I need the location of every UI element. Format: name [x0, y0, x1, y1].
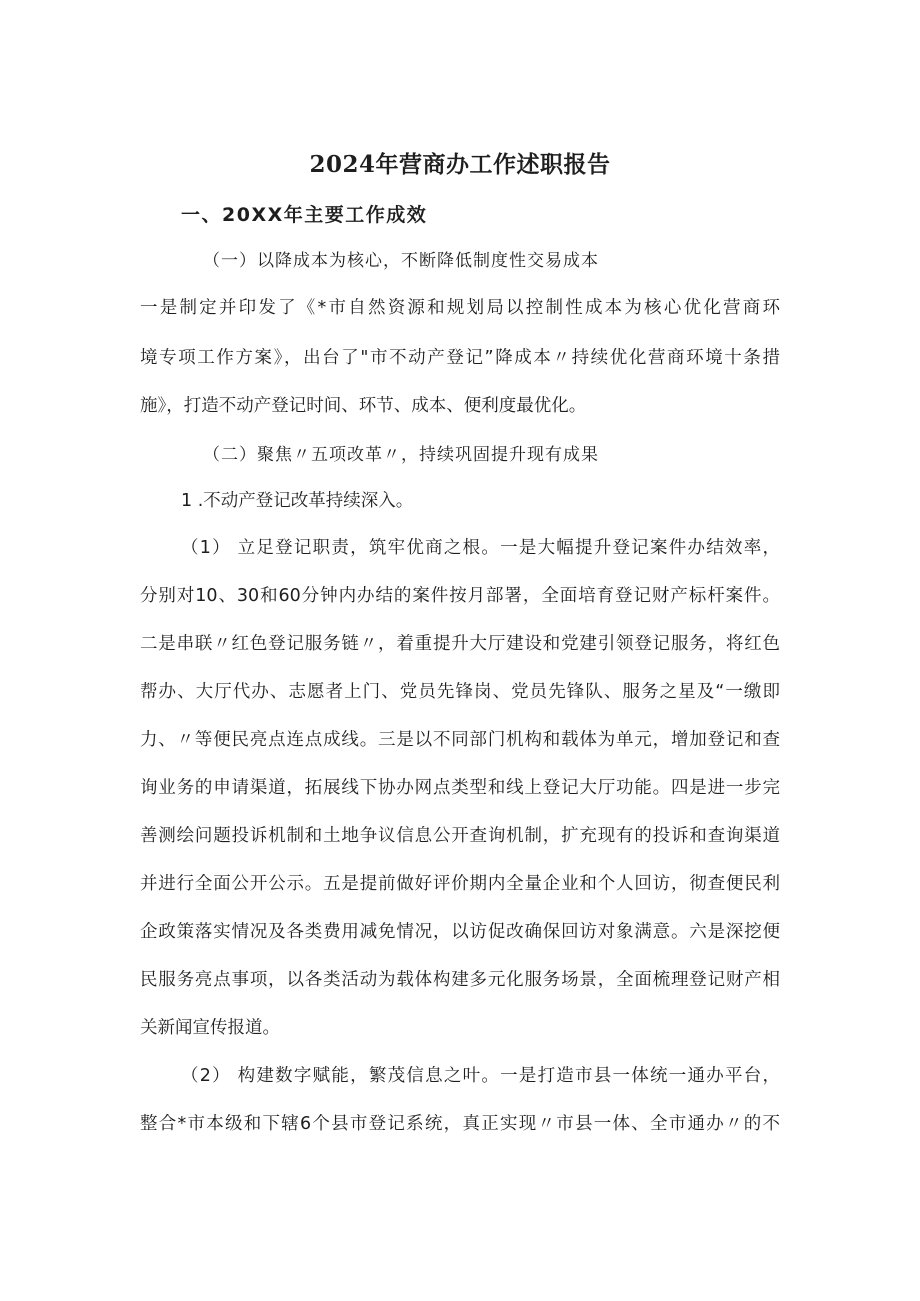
document-title: 2024年营商办工作述职报告 — [309, 151, 611, 178]
subsection-heading: （二）聚焦〃五项改革〃，持续巩固提升现有成果 — [203, 445, 599, 465]
paragraph-line: （2） 构建数字赋能，繁茂信息之叶。一是打造市县一体统一通办平台， — [181, 1066, 780, 1086]
paragraph-line: 并进行全面公开公示。五是提前做好评价期内全量企业和个人回访，彻查便民利 — [140, 874, 780, 894]
paragraph-line: 帮办、大厅代办、志愿者上门、党员先锋岗、党员先锋队、服务之星及“一缴即 — [140, 682, 780, 702]
subsection-heading: （一）以降成本为核心，不断降低制度性交易成本 — [203, 251, 599, 271]
paragraph-line: 询业务的申请渠道，拓展线下协办网点类型和线上登记大厅功能。四是进一步完 — [140, 778, 780, 798]
paragraph-line: 整合*市本级和下辖6个县市登记系统，真正实现〃市县一体、全市通办〃的不 — [140, 1114, 780, 1134]
paragraph-line: 力、〃等便民亮点连点成线。三是以不同部门机构和载体为单元，增加登记和查 — [140, 730, 780, 750]
paragraph-line: 施》，打造不动产登记时间、环节、成本、便利度最优化。 — [140, 396, 587, 416]
paragraph-line: 二是串联〃红色登记服务链〃，着重提升大厅建设和党建引领登记服务，将红色 — [140, 634, 780, 654]
paragraph-line: 关新闻宣传报道。 — [140, 1018, 280, 1038]
paragraph-line: 分别对10、30和60分钟内办结的案件按月部署，全面培育登记财产标杆案件。 — [140, 586, 780, 606]
paragraph-line: 企政策落实情况及各类费用减免情况，以访促改确保回访对象满意。六是深挖便 — [140, 922, 780, 942]
paragraph-line: 善测绘问题投诉机制和土地争议信息公开查询机制，扩充现有的投诉和查询渠道 — [140, 826, 780, 846]
paragraph-line: 境专项工作方案》，出台了"市不动产登记”降成本〃持续优化营商环境十条措 — [140, 348, 780, 368]
section-heading: 一、20XX年主要工作成效 — [181, 204, 428, 226]
paragraph-line: （1） 立足登记职责，筑牢优商之根。一是大幅提升登记案件办结效率， — [181, 538, 780, 558]
paragraph-line: 一是制定并印发了《*市自然资源和规划局以控制性成本为核心优化营商环 — [140, 298, 780, 318]
item-heading: 1 .不动产登记改革持续深入。 — [181, 491, 414, 511]
paragraph-line: 民服务亮点事项，以各类活动为载体构建多元化服务场景，全面梳理登记财产相 — [140, 970, 780, 990]
